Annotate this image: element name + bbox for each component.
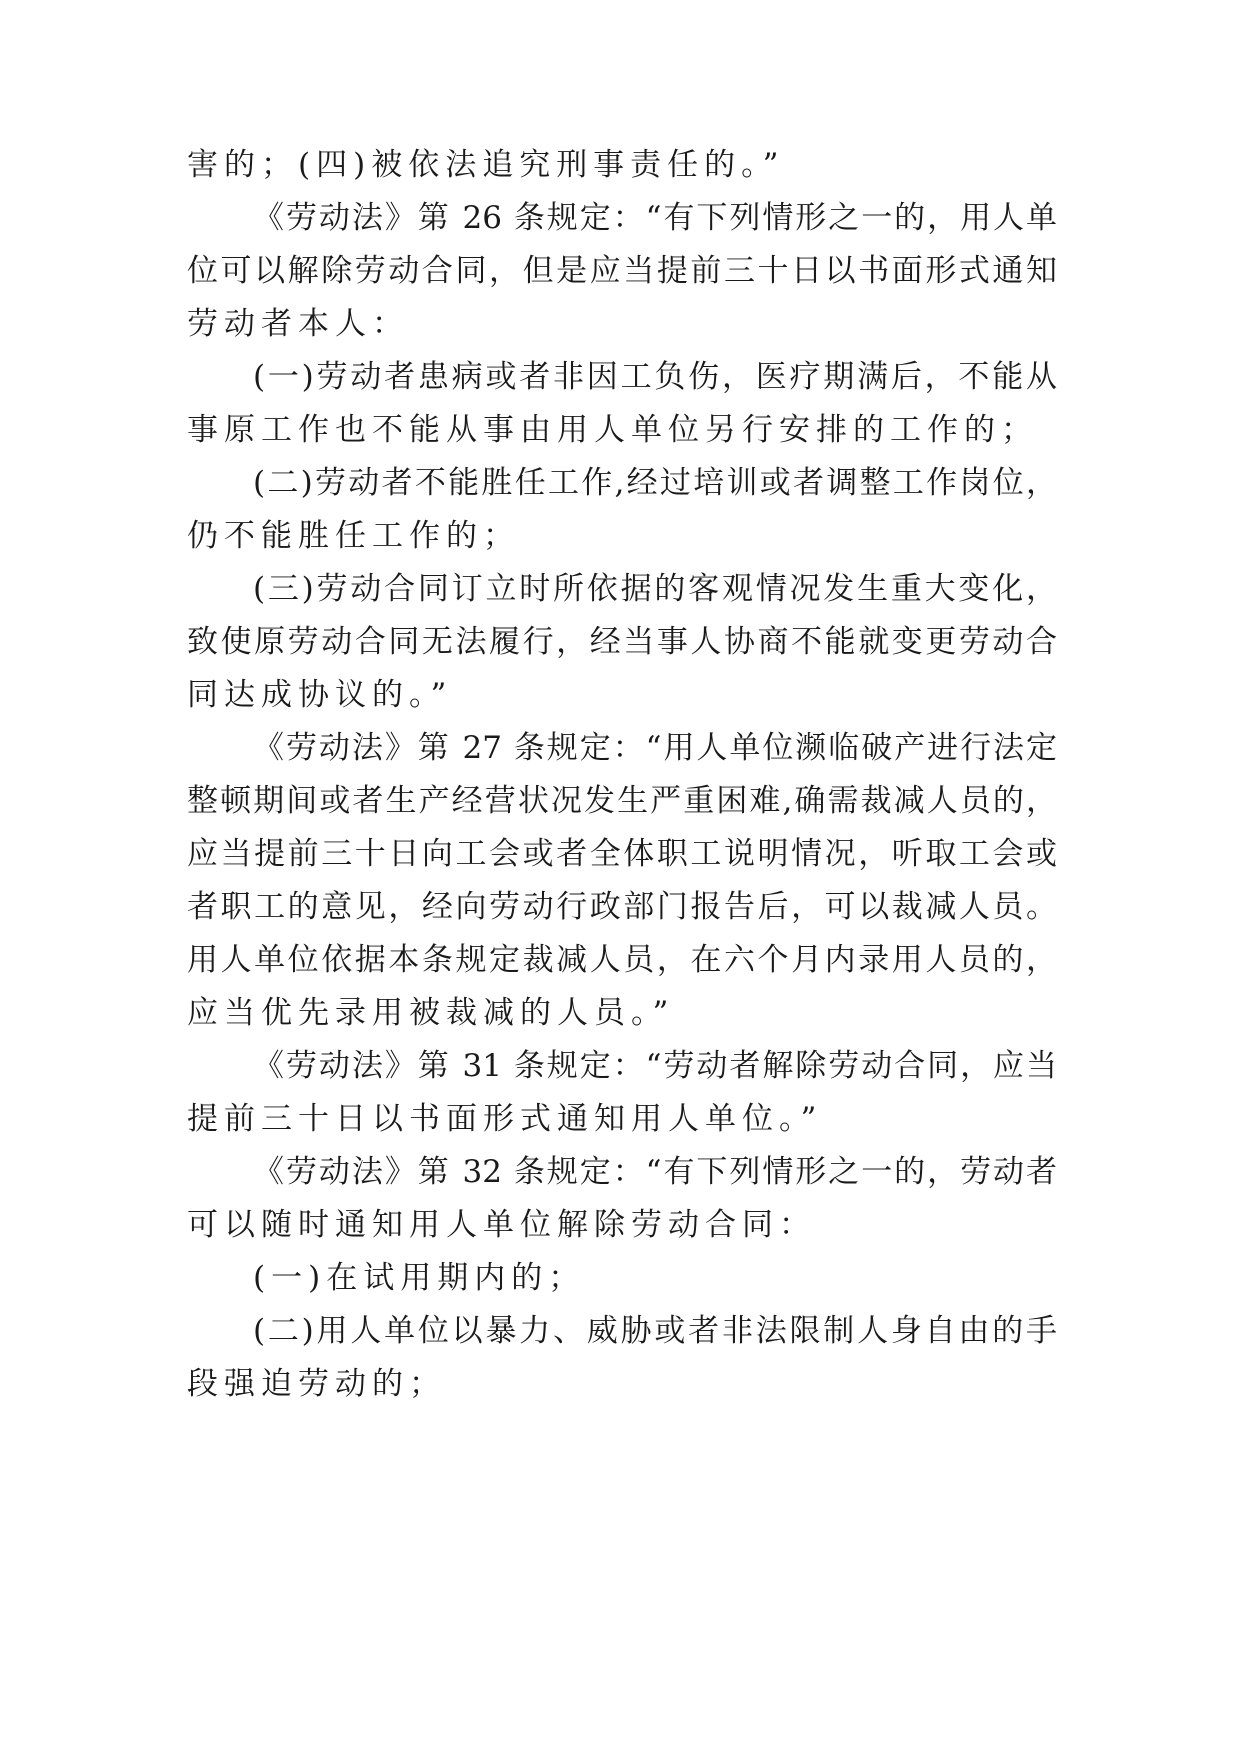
text-line: 《劳动法》第 27 条规定：“用人单位濒临破产进行法定: [253, 730, 1057, 766]
text-line: 《劳动法》第 26 条规定：“有下列情形之一的，用人单: [253, 200, 1057, 236]
text-line: 段强迫劳动的；: [187, 1366, 446, 1402]
text-line: 仍不能胜任工作的；: [187, 518, 520, 554]
text-line: 者职工的意见，经向劳动行政部门报告后，可以裁减人员。: [187, 889, 1057, 925]
text-line: 劳动者本人：: [187, 306, 409, 342]
text-line: 害的；(四)被依法追究刑事责任的。”: [187, 147, 785, 183]
text-line: 应当提前三十日向工会或者全体职工说明情况，听取工会或: [187, 836, 1057, 872]
text-line: 位可以解除劳动合同，但是应当提前三十日以书面形式通知: [187, 253, 1057, 289]
text-line: 同达成协议的。”: [187, 677, 453, 713]
text-line: (二)用人单位以暴力、威胁或者非法限制人身自由的手: [253, 1313, 1057, 1349]
text-line: 应当优先录用被裁减的人员。”: [187, 995, 675, 1031]
text-line: 致使原劳动合同无法履行，经当事人协商不能就变更劳动合: [187, 624, 1057, 660]
text-line: (一)在试用期内的；: [253, 1260, 586, 1296]
text-line: 《劳动法》第 32 条规定：“有下列情形之一的，劳动者: [253, 1154, 1057, 1190]
text-line: (三)劳动合同订立时所依据的客观情况发生重大变化，: [253, 571, 1057, 607]
text-line: (一)劳动者患病或者非因工负伤，医疗期满后，不能从: [253, 359, 1057, 395]
text-line: 用人单位依据本条规定裁减人员，在六个月内录用人员的，: [187, 942, 1057, 978]
text-line: (二)劳动者不能胜任工作,经过培训或者调整工作岗位，: [253, 465, 1057, 501]
text-line: 提前三十日以书面形式通知用人单位。”: [187, 1101, 823, 1137]
text-line: 可以随时通知用人单位解除劳动合同：: [187, 1207, 816, 1243]
text-line: 整顿期间或者生产经营状况发生严重困难,确需裁减人员的，: [187, 783, 1057, 819]
text-line: 事原工作也不能从事由用人单位另行安排的工作的；: [187, 412, 1038, 448]
text-line: 《劳动法》第 31 条规定：“劳动者解除劳动合同，应当: [253, 1048, 1057, 1084]
